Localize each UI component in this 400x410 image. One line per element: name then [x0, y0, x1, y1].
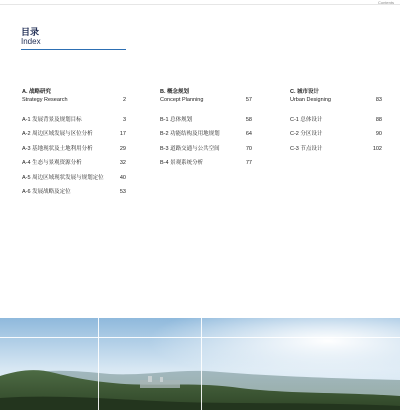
toc-entry[interactable] — [160, 159, 252, 173]
section-heading-cn: A. 战略研究 — [22, 89, 52, 95]
toc-entry-page: 3 — [122, 117, 126, 123]
toc-entry-page: 32 — [119, 160, 126, 167]
section-heading-en: Strategy Research — [22, 97, 68, 103]
toc-entry[interactable] — [160, 130, 252, 144]
section-page-number: 2 — [122, 97, 126, 103]
toc-entry[interactable] — [290, 116, 382, 130]
toc-entry[interactable] — [160, 116, 252, 130]
toc-entry-label: B-3 道路交通与公共空间 — [160, 145, 220, 152]
toc-entry-label: B-1 总体规划 — [160, 117, 193, 123]
toc-entry-page: 29 — [119, 145, 126, 152]
toc-entry-label: A-5 周边区域现状发展与规划定位 — [22, 174, 104, 181]
toc-entry[interactable] — [22, 130, 126, 144]
photo-grid-line — [0, 337, 400, 338]
section-heading-en: Urban Designing — [290, 97, 331, 103]
title-underline — [21, 49, 126, 50]
toc-entry-label: C-2 分区设计 — [290, 131, 323, 138]
toc-entry-page: 53 — [119, 188, 126, 195]
section-page-number: 57 — [245, 97, 252, 103]
toc-entry-page: 90 — [375, 131, 382, 138]
toc-entry-label: A-6 发展战略及定位 — [22, 188, 71, 195]
toc-entry-label: B-4 景观系统分析 — [160, 160, 204, 167]
toc-entry-page: 102 — [372, 145, 382, 152]
toc-entry-label: A-1 发展背景及规划目标 — [22, 117, 82, 123]
toc-entry-page: 17 — [119, 131, 126, 138]
photo-grid-line — [98, 318, 99, 410]
toc-entry-label: A-2 周边区域发展与区位分析 — [22, 131, 93, 138]
toc-entry[interactable] — [22, 116, 126, 130]
landscape-photo-icon — [0, 318, 400, 410]
landscape-photo — [0, 318, 400, 410]
toc-entry[interactable] — [160, 145, 252, 159]
header-rule — [0, 4, 400, 5]
section-heading-en: Concept Planning — [160, 97, 204, 103]
toc-entry-label: A-4 生态与景观资源分析 — [22, 160, 82, 167]
toc-entry[interactable] — [290, 130, 382, 144]
toc-entry-label: A-3 基地现状及土地利用分析 — [22, 145, 93, 152]
toc-entry-page: 64 — [245, 131, 252, 138]
toc-entry[interactable] — [22, 188, 126, 202]
toc-section-concept — [160, 88, 252, 174]
toc-entry-page: 77 — [245, 160, 252, 167]
header-page-label: Contents — [377, 0, 394, 5]
section-heading-row[interactable] — [160, 96, 252, 105]
toc-entry-page: 88 — [375, 117, 382, 123]
section-heading-row[interactable] — [290, 96, 382, 105]
section-heading-cn: C. 城市设计 — [290, 89, 320, 95]
toc-entry[interactable] — [22, 174, 126, 188]
photo-grid-line — [201, 318, 202, 410]
section-heading-cn: B. 概念规划 — [160, 89, 190, 95]
toc-entry[interactable] — [22, 159, 126, 173]
toc-entry-page: 70 — [245, 145, 252, 152]
toc-entry-label: C-1 总体设计 — [290, 117, 323, 123]
page-subtitle: Index — [21, 37, 41, 46]
toc-entry-label: C-3 节点设计 — [290, 145, 323, 152]
toc-entry-page: 40 — [119, 174, 126, 181]
section-heading-row[interactable] — [22, 96, 126, 105]
toc-section-strategy — [22, 88, 126, 202]
toc-entry[interactable] — [22, 145, 126, 159]
page-title: 目录 — [21, 27, 40, 37]
toc-entry-label: B-2 功能结构及用地规划 — [160, 131, 220, 138]
toc-entry-page: 58 — [245, 117, 252, 123]
section-page-number: 83 — [375, 97, 382, 103]
toc-section-urban — [290, 88, 382, 159]
toc-entry[interactable] — [290, 145, 382, 159]
